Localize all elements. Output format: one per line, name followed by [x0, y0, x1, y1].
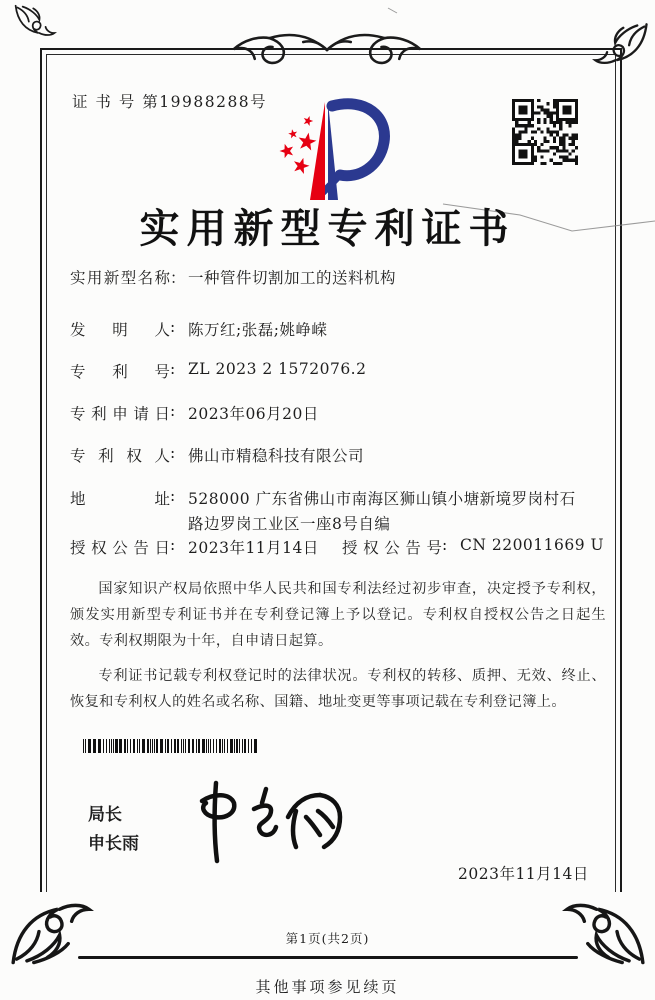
field-label: 授权公告日 [70, 539, 170, 557]
field-row [70, 360, 366, 382]
issue-date: 2023年11月14日 [458, 865, 589, 883]
field-value: CN 220011669 U [460, 536, 605, 554]
field-value: 2023年06月20日 [188, 405, 319, 423]
field-label: 发明人 [70, 321, 170, 339]
field-colon: : [442, 536, 448, 554]
field-value: 佛山市精稳科技有限公司 [188, 447, 365, 465]
field-value [188, 487, 576, 537]
grant-number-group [342, 536, 604, 558]
director-name: 申长雨 [88, 834, 139, 854]
field-row [70, 402, 319, 424]
field-value: ZL 2023 2 1572076.2 [188, 360, 367, 378]
field-colon: : [170, 444, 176, 462]
address-line-2: 路边罗岗工业区一座8号自编 [188, 515, 391, 533]
field-value: 2023年11月14日 [188, 539, 319, 557]
field-colon: : [170, 536, 176, 554]
corner-flourish-icon [562, 880, 648, 966]
field-colon: ： [170, 269, 186, 287]
field-label: 实用新型名称 [70, 269, 170, 287]
field-row [70, 318, 327, 340]
field-label: 专利权人 [70, 447, 170, 465]
field-row [70, 266, 396, 288]
continuation-note: 其他事项参见续页 [255, 978, 400, 996]
cnipa-logo-icon [262, 97, 397, 203]
director-title: 局长 [88, 805, 122, 825]
field-label: 授权公告号 [342, 539, 442, 557]
address-line-1: 528000 广东省佛山市南海区狮山镇小塘新境罗岗村石 [188, 490, 576, 508]
field-colon: : [170, 360, 176, 378]
field-value: 陈万红;张磊;姚峥嵘 [188, 321, 328, 339]
field-label: 专利申请日 [70, 405, 170, 423]
barcode [83, 739, 260, 753]
field-value: 一种管件切割加工的送料机构 [188, 269, 397, 287]
field-row-address [70, 487, 576, 537]
field-colon: : [170, 318, 176, 336]
page-title: 实用新型专利证书 [139, 205, 516, 252]
qr-code [512, 99, 578, 165]
field-label: 地址 [70, 490, 170, 508]
field-row-grant [70, 536, 610, 558]
bottom-rule [78, 956, 578, 959]
legal-text-block [70, 576, 606, 724]
legal-paragraph: 专利证书记载专利权登记时的法律状况。专利权的转移、质押、无效、终止、恢复和专利权人的姓名或名称、国籍、地址变更等事项记载在专利登记簿上。 [70, 668, 606, 710]
legal-paragraph: 国家知识产权局依照中华人民共和国专利法经过初步审查，决定授予专利权，颁发实用新型专利证书并在专利登记簿上予以登记。专利权自授权公告之日起生效。专利权期限为十年，自申请日起算。 [70, 581, 606, 649]
field-label: 专利号 [70, 363, 170, 381]
director-signature-icon [188, 775, 363, 865]
corner-flourish-icon [8, 880, 94, 966]
page-number: 第1页(共2页) [285, 931, 370, 946]
field-row [70, 444, 364, 466]
certificate-number: 证 书 号 第19988288号 [72, 93, 268, 111]
field-colon: : [170, 402, 176, 420]
field-colon: : [170, 487, 176, 505]
corner-flourish-icon [10, 4, 60, 48]
